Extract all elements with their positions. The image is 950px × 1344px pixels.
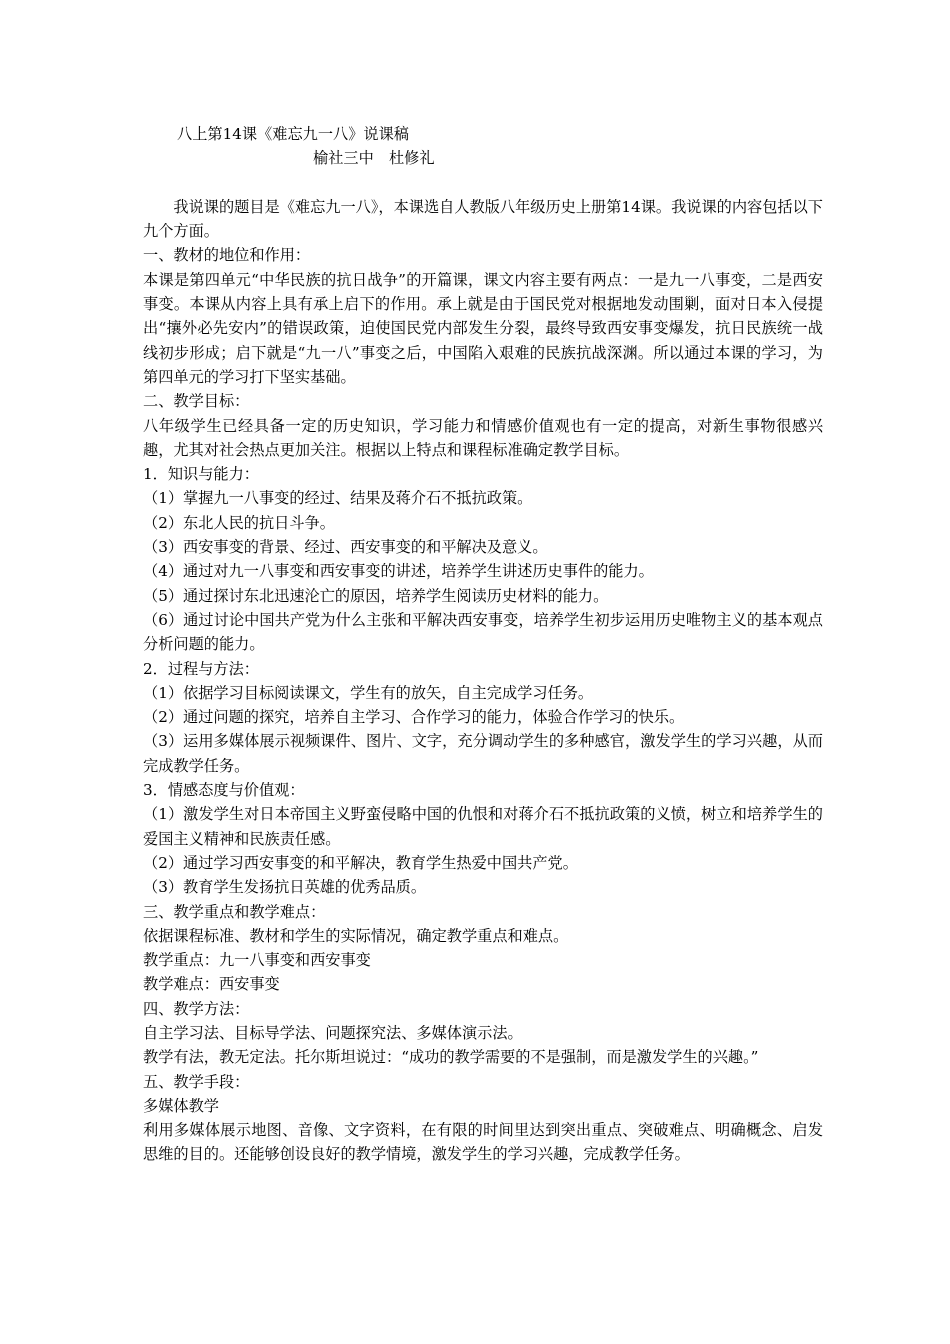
document-page [143,122,823,1167]
intro-paragraph: 我说课的题目是《难忘九一八》，本课选自人教版八年级历史上册第14课。我说课的内容包括以下九个方面。 [143,197,823,241]
goal-heading-values: 3．情感态度与价值观： [143,781,305,800]
section-4-body: 自主学习法、目标导学法、问题探究法、多媒体演示法。 [143,1023,523,1042]
blank-line [143,171,823,195]
goal-item: （2）通过问题的探究，培养自主学习、合作学习的能力，体验合作学习的快乐。 [143,708,685,727]
section-heading-4: 四、教学方法： [143,999,250,1018]
section-heading-1: 一、教材的地位和作用： [143,246,311,265]
goal-item: （3）西安事变的背景、经过、西安事变的和平解决及意义。 [143,538,548,557]
goal-item: （2）通过学习西安事变的和平解决，教育学生热爱中国共产党。 [143,853,578,872]
goal-item: （3）运用多媒体展示视频课件、图片、文字，充分调动学生的多种感官，激发学生的学习兴趣，从而完成教学任务。 [143,732,823,775]
section-4-quote: 教学有法，教无定法。托尔斯坦说过：“成功的教学需要的不是强制，而是激发学生的兴趣。” [143,1048,759,1067]
goal-item: （5）通过探讨东北迅速沦亡的原因，培养学生阅读历史材料的能力。 [143,586,609,605]
goal-item: （2）东北人民的抗日斗争。 [143,513,335,532]
goal-heading-process: 2．过程与方法： [143,659,259,678]
section-heading-2: 二、教学目标： [143,392,250,411]
section-5-body: 利用多媒体展示地图、音像、文字资料，在有限的时间里达到突出重点、突破难点、明确概念、启发思维的目的。还能够创设良好的教学情境，激发学生的学习兴趣，完成教学任务。 [143,1121,823,1164]
section-heading-5: 五、教学手段： [143,1072,250,1091]
document-author: 榆社三中 杜修礼 [313,149,435,168]
teaching-key-point: 教学重点：九一八事变和西安事变 [143,951,371,970]
teaching-difficulty: 教学难点：西安事变 [143,975,280,994]
goal-heading-knowledge: 1．知识与能力： [143,465,259,484]
section-2-body: 八年级学生已经具备一定的历史知识，学习能力和情感价值观也有一定的提高，对新生事物很感兴趣，尤其对社会热点更加关注。根据以上特点和课程标准确定教学目标。 [143,416,823,459]
section-3-body: 依据课程标准、教材和学生的实际情况，确定教学重点和难点。 [143,926,569,945]
section-5-subheading: 多媒体教学 [143,1096,219,1115]
goal-item: （1）掌握九一八事变的经过、结果及蒋介石不抵抗政策。 [143,489,533,508]
goal-item: （3）教育学生发扬抗日英雄的优秀品质。 [143,878,427,897]
section-1-body: 本课是第四单元“中华民族的抗日战争”的开篇课，课文内容主要有两点：一是九一八事变，二是西安事变。本课从内容上具有承上启下的作用。承上就是由于国民党对根据地发动围剿，面对日本入侵提出“攘外必先安内”的错误政策，迫使国民党内部发生分裂，最终导致西安事变爆发，抗日民族统一战线初步形成；启下就是“九一八”事变之后，中国陷入艰难的民族抗战深渊。所以通过本课的学习，为第四单元的学习打下坚实基础。 [143,270,823,386]
goal-item: （1）依据学习目标阅读课文，学生有的放矢，自主完成学习任务。 [143,683,594,702]
goal-item: （6）通过讨论中国共产党为什么主张和平解决西安事变，培养学生初步运用历史唯物主义的基本观点分析问题的能力。 [143,610,823,654]
document-title: 八上第14课《难忘九一八》说课稿 [177,125,409,143]
section-heading-3: 三、教学重点和教学难点： [143,902,326,921]
goal-item: （4）通过对九一八事变和西安事变的讲述，培养学生讲述历史事件的能力。 [143,562,654,581]
goal-item: （1）激发学生对日本帝国主义野蛮侵略中国的仇恨和对蒋介石不抵抗政策的义愤，树立和培养学生的爱国主义精神和民族责任感。 [143,805,823,848]
